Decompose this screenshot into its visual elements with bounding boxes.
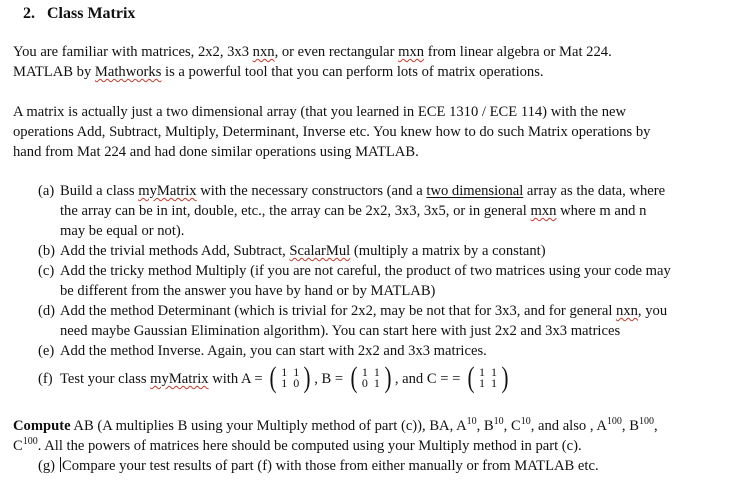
matrix-a: ( 1 1 1 0 ) [269, 360, 311, 394]
compute-line-2: $C^{100}$. All the powers of matrices here should be computed using your Multiply method in part (c). [13, 436, 582, 454]
item-e: (e) Add the method Inverse. Again, you can start with 2x2 and 3x3 matrices. [38, 343, 487, 359]
item-label: (a) [38, 183, 55, 199]
item-a-line-2: the array can be in int, double, etc., the array can be 2x2, 3x3, 3x5, or in general mxn where m and n [60, 203, 647, 219]
para2-line-2: operations Add, Subtract, Multiply, Determinant, Inverse etc. You knew how to do such Matrix operations by [13, 124, 651, 140]
item-g[interactable]: (g) Compare your test results of part (f) with those from either manually or from MATLAB etc. [38, 458, 599, 474]
item-a-line-3: may be equal or not). [60, 223, 185, 239]
item-d-line-2: need maybe Gaussian Elimination algorithm). You can start here with just 2x2 and 3x3 matrices [60, 323, 621, 339]
section-title: 2. Class Matrix [23, 5, 136, 22]
spell-flag: ScalarMul [289, 243, 351, 259]
para2-line-3: hand from Mat 224 and had done similar operations using MATLAB. [13, 144, 419, 160]
item-label: (b) [38, 243, 56, 259]
item-label: (e) [38, 343, 55, 359]
item-label: (g) [38, 458, 56, 474]
intro-line-1: You are familiar with matrices, 2x2, 3x3 nxn, or even rectangular mxn from linear algebra or Mat 224. [13, 44, 612, 60]
underlined-text: two dimensional [426, 183, 524, 199]
item-a-line-1: (a) Build a class myMatrix with the necessary constructors (and a two dimensional array as the data, where [38, 183, 666, 199]
matrix-c: ( 1 1 1 1 ) [467, 360, 509, 394]
spell-flag: mxn [398, 44, 425, 60]
compute-line-1: Compute AB (A multiplies B using your Multiply method of part (c)), BA, $A^{10}$, $B^{10}$, $C^{10}$, and also , $A^{100}$, $B^{100}$, [13, 416, 658, 434]
item-label: (f) [38, 371, 53, 387]
item-b: (b) Add the trivial methods Add, Subtract, ScalarMul (multiply a matrix by a constant) [38, 243, 546, 259]
item-d-line-1: (d) Add the method Determinant (which is trivial for 2x2, may be not that for 3x3, and for general nxn, you [38, 303, 668, 319]
item-c-line-2: be different from the answer you have by hand or by MATLAB) [60, 283, 436, 299]
spell-flag: nxn [616, 303, 638, 319]
item-f: (f) Test your class myMatrix with A = ( 1 1 1 0 ) , B = ( 1 1 0 1 ) , and C = = ( 1 1 1 1 ) [38, 360, 509, 394]
item-c-line-1: (c) Add the tricky method Multiply (if you are not careful, the product of two matrices using your code may [38, 263, 671, 279]
text-cursor [60, 457, 61, 472]
spell-flag: nxn [252, 44, 275, 60]
spell-flag: myMatrix [150, 371, 209, 387]
matrix-b: ( 1 1 0 1 ) [350, 360, 392, 394]
item-label: (c) [38, 263, 55, 279]
spell-flag: myMatrix [138, 183, 197, 199]
spell-flag: mxn [530, 203, 557, 219]
spell-flag: Mathworks [94, 64, 162, 80]
item-label: (d) [38, 303, 56, 319]
para2-line-1: A matrix is actually just a two dimensional array (that you learned in ECE 1310 / ECE 114) with the new [13, 104, 627, 120]
intro-line-2: MATLAB by Mathworks is a powerful tool that you can perform lots of matrix operations. [13, 64, 544, 80]
